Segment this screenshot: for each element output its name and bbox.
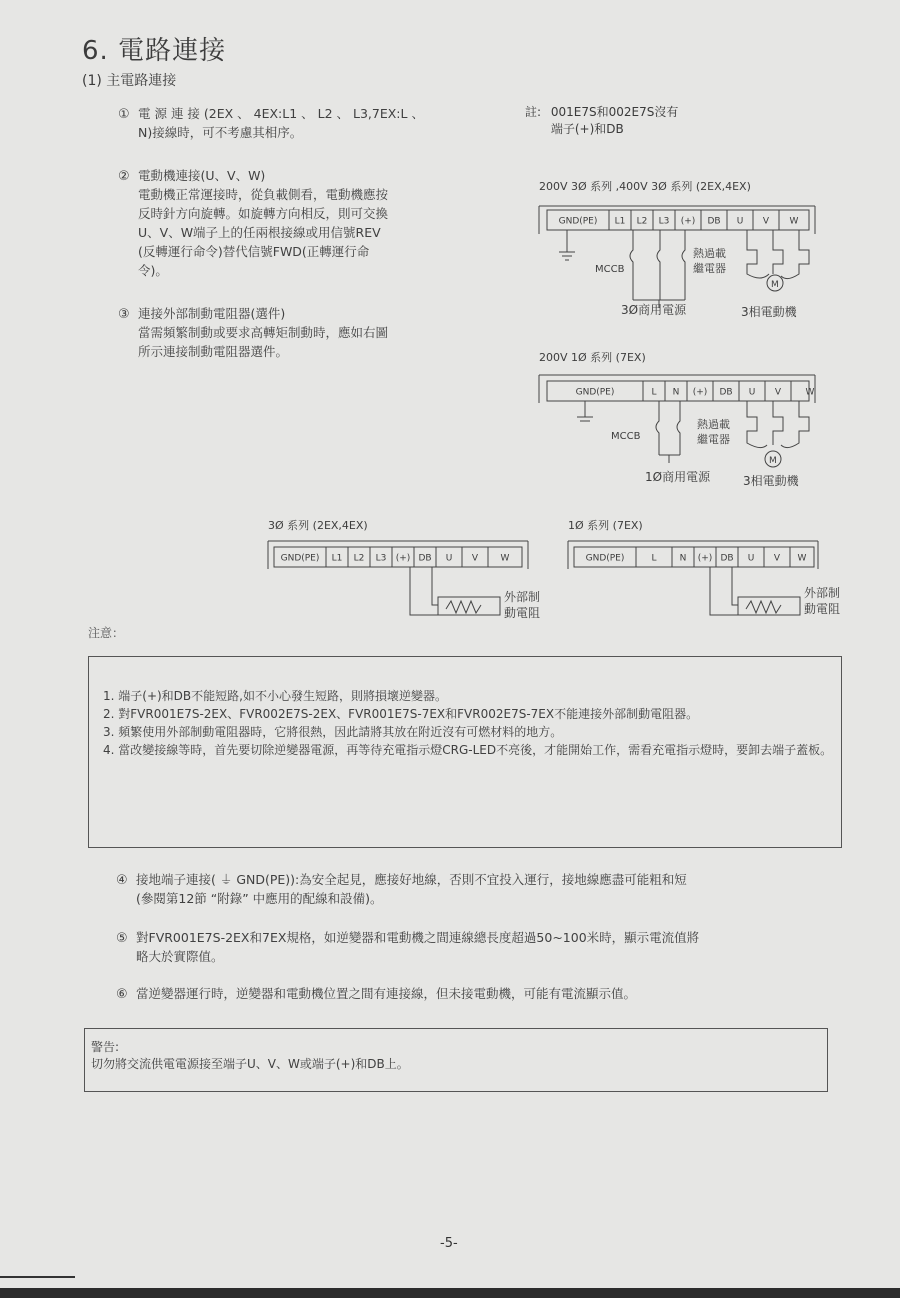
terminal-label: N <box>672 387 680 398</box>
section-subtitle: (1) 主電路連接 <box>82 73 177 89</box>
terminal-label: (+) <box>395 553 411 564</box>
side-note-line: 端子(+)和DB <box>550 122 624 136</box>
item-1 <box>118 104 424 142</box>
motor-caption: 3相電動機 <box>741 305 797 319</box>
item-line: 對FVR001E7S-2EX和7EX規格，如逆變器和電動機之間連線總長度超過50~100米時，顯示電流值將 <box>136 930 700 945</box>
scan-bottom-edge <box>0 1288 900 1298</box>
motor-caption: 3相電動機 <box>743 474 799 488</box>
relay-label: 熱過載 <box>693 247 726 260</box>
item-3 <box>118 304 388 361</box>
terminal-label: L <box>651 387 657 398</box>
resistor-label: 動電阻 <box>504 606 541 620</box>
terminal-label: N <box>679 553 687 564</box>
terminal-label: L2 <box>636 216 648 227</box>
item-4 <box>116 870 687 908</box>
brake-resistor-diagram-3phase <box>262 515 562 625</box>
item-number: ③ <box>118 307 130 322</box>
terminal-label: V <box>471 553 479 564</box>
notice-list <box>103 687 833 759</box>
item-line: (反轉運行命令)替代信號FWD(正轉運行命 <box>138 244 370 259</box>
warning-label: 警告: <box>91 1040 120 1054</box>
terminal-label: V <box>773 553 781 564</box>
item-line: (參閱第12節 “附錄” 中應用的配線和設備)。 <box>136 891 383 906</box>
item-number: ⑤ <box>116 931 128 946</box>
mccb-label: MCCB <box>611 431 641 442</box>
item-line: 所示連接制動電阻器選件。 <box>138 344 289 359</box>
diagram-title: 1Ø 系列 (7EX) <box>568 519 643 532</box>
notice-item: 4. 當改變接線等時，首先要切除逆變器電源，再等待充電指示燈CRG-LED不亮後，才能開始工作，需看充電指示燈時，要卸去端子蓋板。 <box>103 743 833 757</box>
terminal-label: U <box>736 216 744 227</box>
item-line: 令)。 <box>138 263 168 278</box>
diagram-title: 3Ø 系列 (2EX,4EX) <box>268 519 368 532</box>
item-line: U、V、W端子上的任兩根接線或用信號REV <box>138 225 381 240</box>
item-line: 電動機連接(U、V、W) <box>138 168 266 183</box>
terminal-label: U <box>445 553 453 564</box>
notice-item: 1. 端子(+)和DB不能短路,如不小心發生短路，則將損壞逆變器。 <box>103 689 447 703</box>
diagram-title: 200V 3Ø 系列 ,400V 3Ø 系列 (2EX,4EX) <box>539 180 751 193</box>
item-line: 當逆變器運行時，逆變器和電動機位置之間有連接線，但未接電動機，可能有電流顯示值。 <box>136 986 637 1001</box>
item-5 <box>116 928 699 966</box>
resistor-label: 外部制 <box>504 590 541 604</box>
brake-resistor-diagram-1phase <box>562 515 862 625</box>
mccb-label: MCCB <box>595 264 625 275</box>
resistor-label: 動電阻 <box>804 602 841 616</box>
source-label: 1Ø商用電源 <box>645 470 711 484</box>
side-note-label: 註: <box>525 105 542 119</box>
terminal-label: L1 <box>614 216 626 227</box>
page-edge-mark <box>0 1276 75 1278</box>
item-line: 當需頻繁制動或要求高轉矩制動時，應如右圖 <box>138 325 389 340</box>
notice-box <box>88 656 842 848</box>
terminal-label: L <box>651 553 657 564</box>
item-line: 反時針方向旋轉。如旋轉方向相反，則可交換 <box>138 206 389 221</box>
terminal-label: W <box>789 216 799 227</box>
wiring-diagram-1phase <box>525 345 825 495</box>
resistor-wiring <box>710 567 800 615</box>
item-number: ⑥ <box>116 987 128 1002</box>
resistor-wiring <box>410 567 500 615</box>
notice-item: 2. 對FVR001E7S-2EX、FVR002E7S-2EX、FVR001E7S-7EX和FVR002E7S-7EX不能連接外部制動電阻器。 <box>103 707 699 721</box>
terminal-label: GND(PE) <box>575 387 615 398</box>
terminal-label: GND(PE) <box>280 553 320 564</box>
terminal-label: (+) <box>680 216 696 227</box>
item-line: 略大於實際值。 <box>136 949 224 964</box>
terminal-label: (+) <box>697 553 713 564</box>
resistor-label: 外部制 <box>804 586 841 600</box>
side-note <box>525 104 678 138</box>
warning-box <box>84 1028 828 1092</box>
terminal-label: L1 <box>331 553 343 564</box>
item-2 <box>118 166 388 280</box>
item-number: ① <box>118 107 130 122</box>
terminal-label: U <box>747 553 755 564</box>
terminal-label: GND(PE) <box>558 216 598 227</box>
item-number: ④ <box>116 873 128 888</box>
terminal-label: (+) <box>692 387 708 398</box>
wiring-diagram-3phase <box>525 170 825 330</box>
side-note-line: 001E7S和002E7S沒有 <box>550 105 679 119</box>
item-line: 接地端子連接( ⏚ GND(PE)):為安全起見，應接好地線，否則不宜投入運行，接地線應盡可能粗和短 <box>136 872 687 887</box>
warning-text: 切勿將交流供電電源接至端子U、V、W或端子(+)和DB上。 <box>91 1057 409 1071</box>
terminal-label: DB <box>418 553 432 564</box>
item-number: ② <box>118 169 130 184</box>
mccb-switches <box>656 401 809 463</box>
item-line: 連接外部制動電阻器(選件) <box>138 306 286 321</box>
item-line: 電 源 連 接 (2EX 、 4EX:L1 、 L2 、 L3,7EX:L 、 <box>138 106 424 121</box>
terminal-label: W <box>797 553 807 564</box>
source-label: 3Ø商用電源 <box>621 303 687 317</box>
motor-label: M <box>769 456 777 466</box>
item-line: N)接線時，可不考慮其相序。 <box>138 125 303 140</box>
terminal-label: V <box>762 216 770 227</box>
terminal-label: DB <box>720 553 734 564</box>
section-title: 6. 電路連接 <box>82 36 227 66</box>
terminal-label: W <box>805 387 815 398</box>
terminal-label: DB <box>707 216 721 227</box>
terminal-label: V <box>774 387 782 398</box>
terminal-label: DB <box>719 387 733 398</box>
relay-label: 繼電器 <box>693 262 726 275</box>
notice-item: 3. 頻繁使用外部制動電阻器時，它將很熱，因此請將其放在附近沒有可燃材料的地方。 <box>103 725 563 739</box>
item-6 <box>116 984 636 1004</box>
notice-label: 注意： <box>88 626 125 640</box>
relay-label: 繼電器 <box>697 433 730 446</box>
item-line: 電動機正常運接時，從負載側看，電動機應按 <box>138 187 389 202</box>
diagram-title: 200V 1Ø 系列 (7EX) <box>539 351 646 364</box>
terminal-label: U <box>748 387 756 398</box>
terminal-label: W <box>500 553 510 564</box>
terminal-label: L3 <box>658 216 670 227</box>
motor-label: M <box>771 280 779 290</box>
page-number: -5- <box>440 1236 458 1251</box>
terminal-label: L3 <box>375 553 387 564</box>
terminal-label: GND(PE) <box>585 553 625 564</box>
relay-label: 熱過載 <box>697 418 730 431</box>
terminal-label: L2 <box>353 553 365 564</box>
